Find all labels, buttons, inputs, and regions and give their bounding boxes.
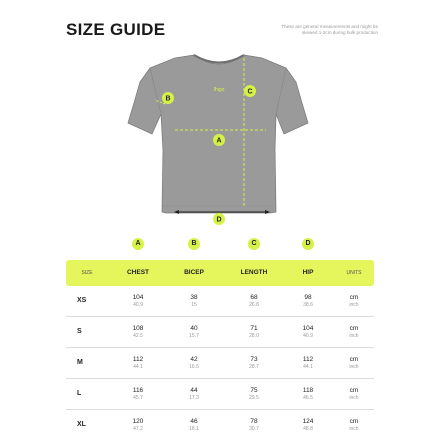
column-markers (66, 238, 374, 256)
hip-primary-value: 98 (304, 294, 312, 301)
length-cell (234, 325, 274, 340)
chest-cell (118, 356, 158, 371)
units-primary-value: cm (349, 325, 359, 332)
size-label: S (77, 328, 82, 335)
length-primary-value: 68 (250, 294, 258, 301)
hip-secondary-value: 48.8 (303, 426, 313, 432)
bicep-secondary-value: 15 (191, 302, 197, 308)
table-body (66, 286, 374, 440)
chest-primary-value: 108 (132, 325, 144, 332)
bicep-cell (174, 387, 214, 402)
length-primary-value: 78 (250, 418, 258, 425)
bicep-primary-value: 44 (190, 387, 198, 394)
column-marker-d: D (302, 238, 314, 250)
units-primary-value: cm (349, 418, 359, 425)
header-size: SIZE (81, 270, 93, 276)
table-row (66, 286, 374, 317)
hip-secondary-value: 46.5 (303, 395, 313, 401)
bicep-primary-value: 38 (190, 294, 198, 301)
units-cell (334, 356, 374, 371)
hip-cell (288, 325, 328, 340)
header-bicep: BICEP (184, 269, 204, 276)
bicep-primary-value: 42 (190, 356, 198, 363)
hip-secondary-value: 44.1 (303, 364, 313, 370)
length-primary-value: 73 (250, 356, 258, 363)
chest-cell (118, 325, 158, 340)
size-label: M (77, 359, 83, 366)
measurement-note: These are general measurements and might be skewed 1-2cm during bulk production (281, 24, 378, 35)
bicep-cell (174, 294, 214, 309)
table-header (66, 260, 374, 286)
bicep-secondary-value: 17.3 (189, 395, 199, 401)
bicep-primary-value: 46 (190, 418, 198, 425)
svg-text:A: A (216, 137, 222, 145)
chest-primary-value: 104 (132, 294, 144, 301)
hip-cell (288, 387, 328, 402)
units-primary-value: cm (349, 387, 359, 394)
bicep-secondary-value: 15.7 (189, 333, 199, 339)
hip-primary-value: 104 (302, 325, 314, 332)
length-primary-value: 75 (250, 387, 258, 394)
hip-cell (288, 418, 328, 433)
chest-cell (118, 418, 158, 433)
svg-text:D: D (216, 216, 222, 224)
chest-secondary-value: 40.9 (133, 302, 143, 308)
hip-cell (288, 356, 328, 371)
size-label: L (77, 390, 82, 397)
marker-b (162, 92, 174, 104)
units-secondary-value: inch (349, 302, 359, 308)
bicep-secondary-value: 16.5 (189, 364, 199, 370)
hip-primary-value: 124 (302, 418, 314, 425)
column-marker-c: C (248, 238, 260, 250)
hip-secondary-value: 40.9 (303, 333, 313, 339)
svg-text:B: B (165, 95, 171, 103)
bicep-cell (174, 325, 214, 340)
units-secondary-value: inch (349, 395, 359, 401)
units-secondary-value: inch (349, 364, 359, 370)
bicep-cell (174, 356, 214, 371)
chest-secondary-value: 45.7 (133, 395, 143, 401)
length-secondary-value: 28.0 (249, 333, 259, 339)
table-row (66, 348, 374, 379)
table-row (66, 379, 374, 410)
tshirt-body (128, 55, 308, 213)
chest-secondary-value: 42.5 (133, 333, 143, 339)
hip-primary-value: 112 (302, 356, 314, 363)
page-title: SIZE GUIDE (66, 20, 166, 39)
units-primary-value: cm (349, 294, 359, 301)
tshirt-brand-text: Ihigo (213, 87, 225, 93)
units-secondary-value: inch (349, 426, 359, 432)
header-length: LENGTH (240, 269, 268, 276)
marker-a (213, 134, 225, 146)
chest-primary-value: 116 (132, 387, 144, 394)
svg-text:C: C (247, 88, 253, 96)
hip-cell (288, 294, 328, 309)
table-row (66, 410, 374, 440)
chest-secondary-value: 44.1 (133, 364, 143, 370)
length-cell (234, 387, 274, 402)
length-cell (234, 418, 274, 433)
chest-primary-value: 112 (132, 356, 144, 363)
length-secondary-value: 29.5 (249, 395, 259, 401)
size-label: XL (77, 421, 86, 428)
length-primary-value: 71 (250, 325, 258, 332)
units-secondary-value: inch (349, 333, 359, 339)
size-table (66, 238, 374, 440)
marker-d (213, 213, 225, 225)
header-units: UNITS (346, 270, 362, 276)
length-secondary-value: 26.8 (249, 302, 259, 308)
column-marker-b: B (188, 238, 200, 250)
units-cell (334, 325, 374, 340)
header-hip: HIP (302, 269, 314, 276)
length-secondary-value: 30.7 (249, 426, 259, 432)
bicep-secondary-value: 18.1 (189, 426, 199, 432)
chest-cell (118, 387, 158, 402)
chest-secondary-value: 47.2 (133, 426, 143, 432)
units-primary-value: cm (349, 356, 359, 363)
marker-c (244, 85, 256, 97)
length-cell (234, 356, 274, 371)
column-marker-a: A (132, 238, 144, 250)
bicep-cell (174, 418, 214, 433)
header-chest: CHEST (126, 269, 150, 276)
chest-cell (118, 294, 158, 309)
length-secondary-value: 28.7 (249, 364, 259, 370)
units-cell (334, 387, 374, 402)
hip-secondary-value: 38.6 (303, 302, 313, 308)
size-label: XS (77, 297, 87, 304)
chest-primary-value: 120 (132, 418, 144, 425)
hip-primary-value: 118 (302, 387, 314, 394)
bicep-primary-value: 40 (190, 325, 198, 332)
table-row (66, 317, 374, 348)
units-cell (334, 294, 374, 309)
length-cell (234, 294, 274, 309)
units-cell (334, 418, 374, 433)
